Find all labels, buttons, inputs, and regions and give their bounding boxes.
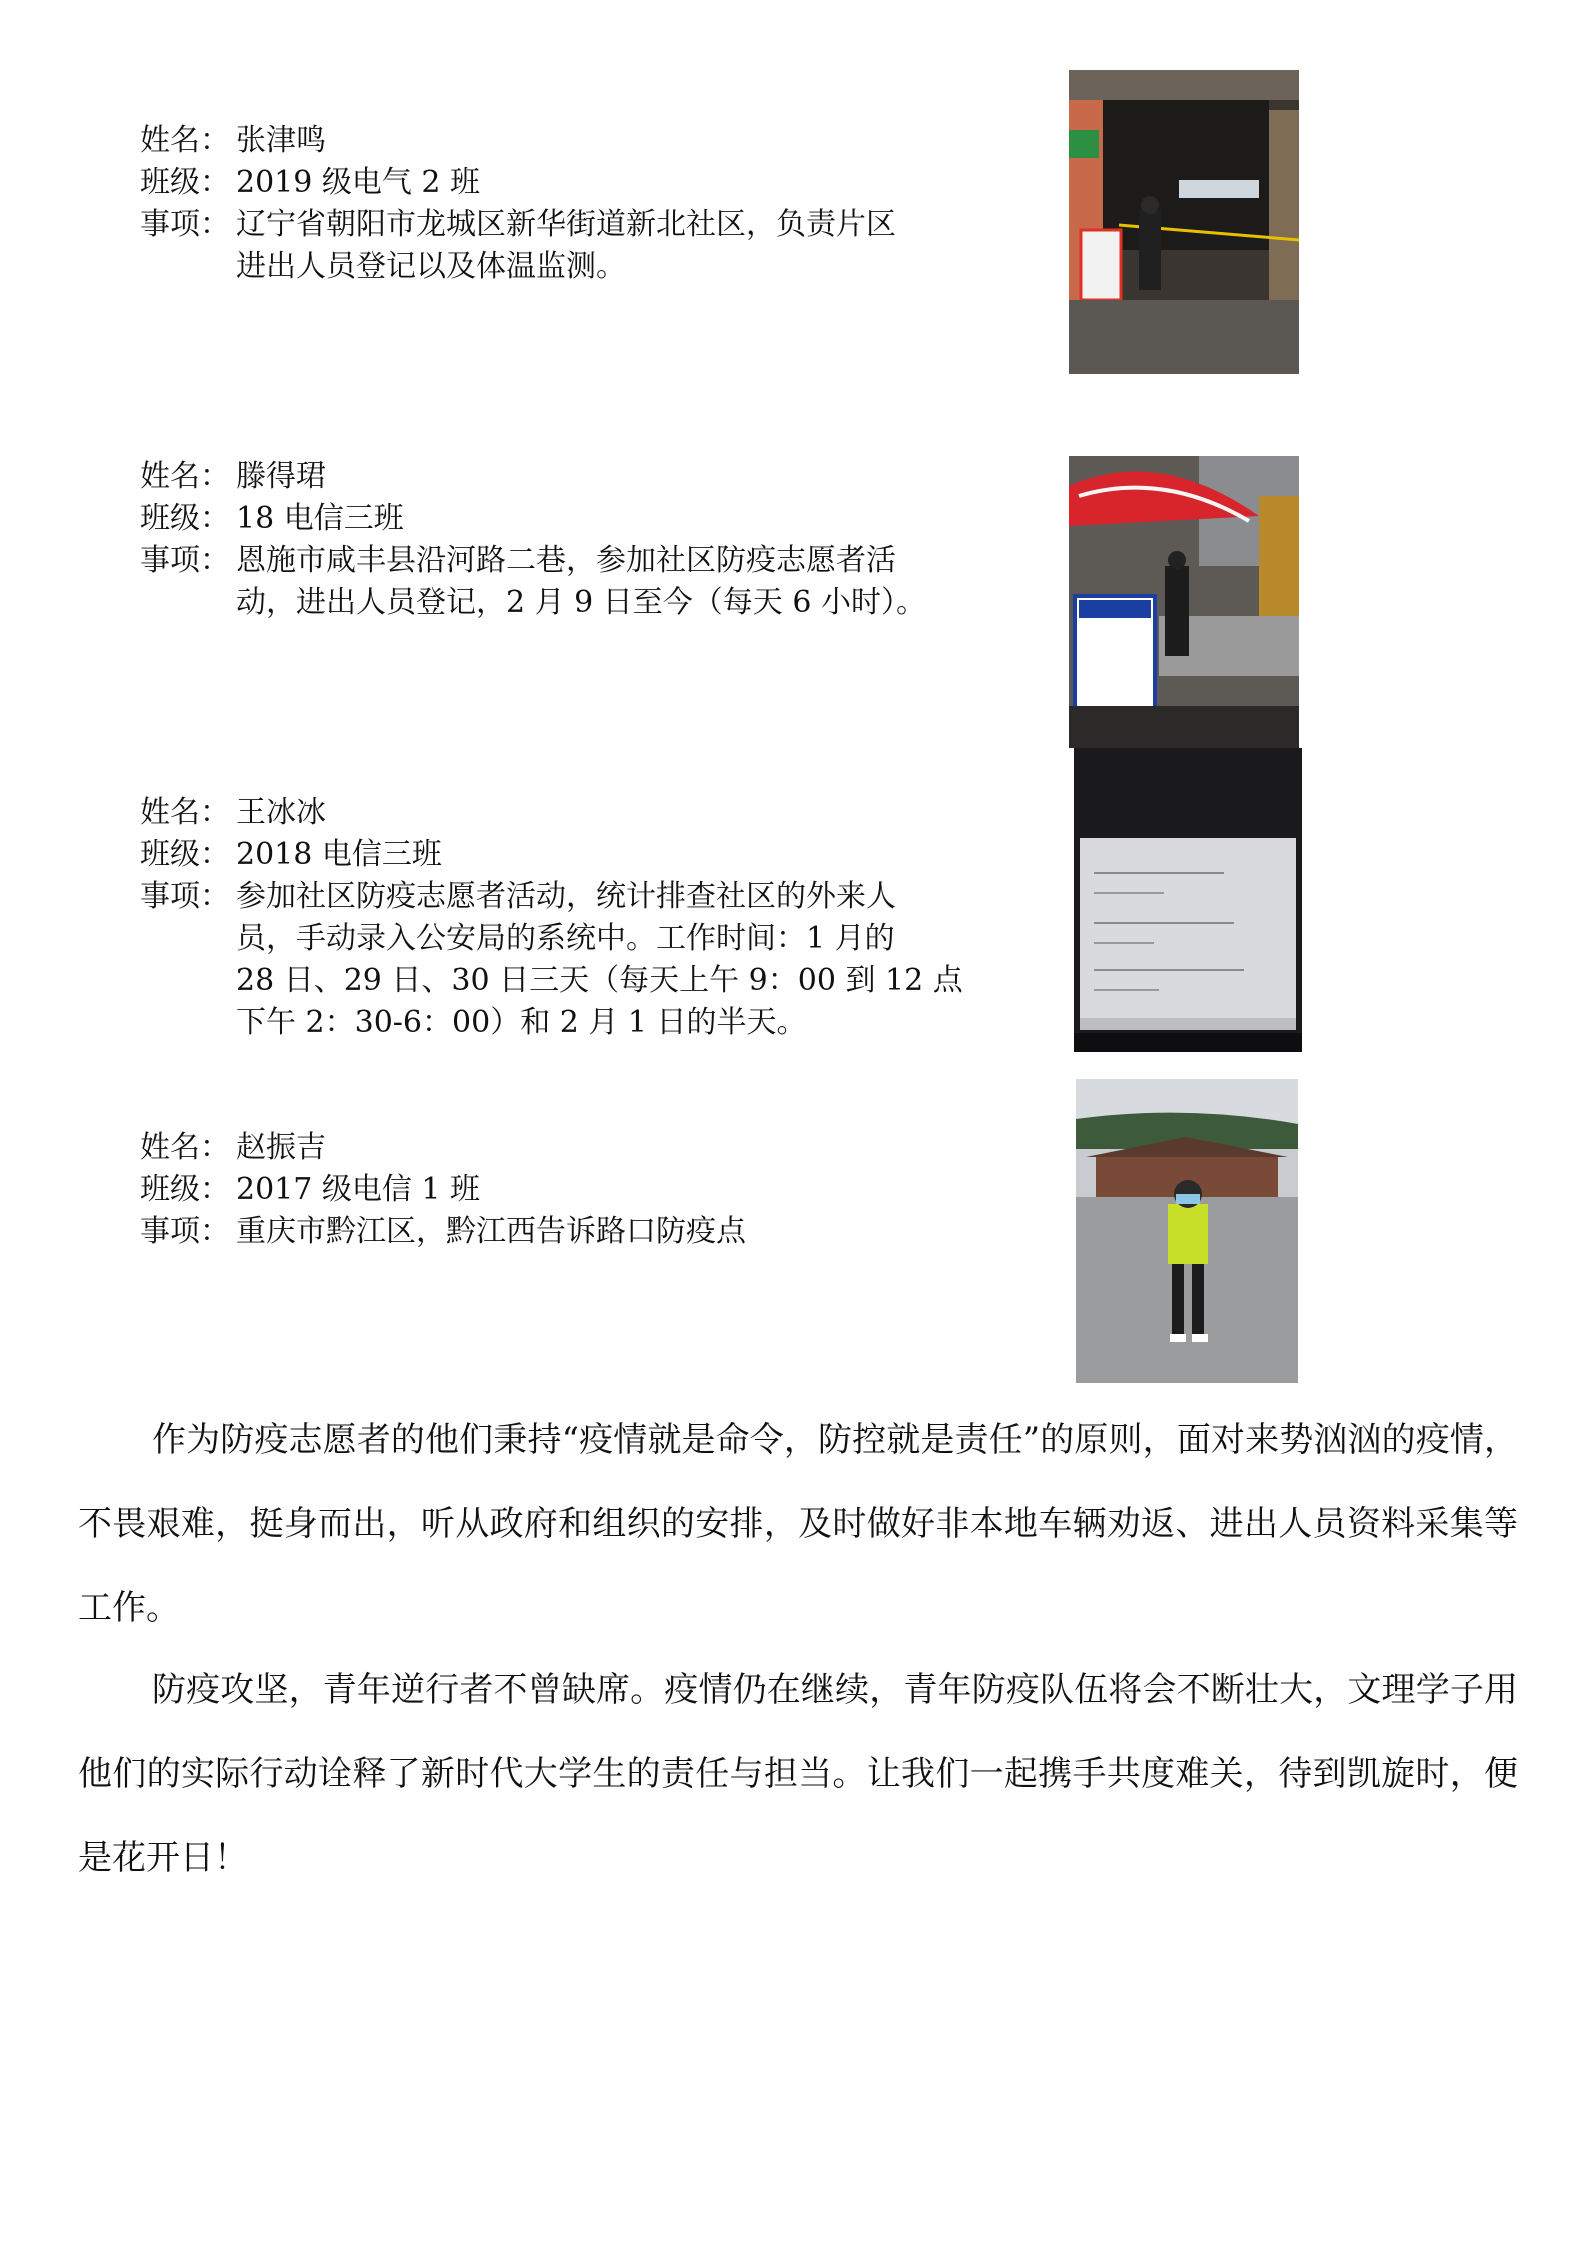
name-label: 姓名：	[140, 123, 230, 158]
class-label: 班级：	[140, 501, 230, 536]
volunteer-name: 滕得珺	[236, 459, 326, 494]
item-label: 事项：	[140, 1214, 230, 1249]
volunteer-class: 18 电信三班	[236, 501, 404, 536]
volunteer-class: 2017 级电信 1 班	[236, 1172, 481, 1207]
name-label: 姓名：	[140, 459, 230, 494]
name-label: 姓名：	[140, 1130, 230, 1165]
class-label: 班级：	[140, 837, 230, 872]
volunteer-entry-1	[140, 120, 1096, 288]
volunteer-class: 2018 电信三班	[236, 837, 442, 872]
volunteer-photo-2	[1069, 456, 1299, 748]
volunteer-item: 恩施市咸丰县沿河路二巷，参加社区防疫志愿者活 动，进出人员登记，2 月 9 日至今（每天 6 小时）。	[236, 543, 926, 620]
item-label: 事项：	[140, 879, 230, 914]
volunteer-entry-3	[140, 792, 1096, 1044]
volunteer-item: 参加社区防疫志愿者活动，统计排查社区的外来人 员，手动录入公安局的系统中。工作时间：1 月的 28 日、29 日、30 日三天（每天上午 9：00 到 12 点 下午 2：30-6：00）和 2 月 1 日的半天。	[236, 879, 963, 1040]
volunteer-entry-2	[140, 456, 1096, 624]
volunteer-photo-1	[1069, 70, 1299, 374]
class-label: 班级：	[140, 165, 230, 200]
volunteer-photo-4	[1076, 1079, 1298, 1383]
volunteer-name: 王冰冰	[236, 795, 326, 830]
volunteer-class: 2019 级电气 2 班	[236, 165, 481, 200]
name-label: 姓名：	[140, 795, 230, 830]
volunteer-entry-4	[140, 1127, 1096, 1253]
volunteer-name: 赵振吉	[236, 1130, 326, 1165]
item-label: 事项：	[140, 207, 230, 242]
volunteer-item: 辽宁省朝阳市龙城区新华街道新北社区，负责片区 进出人员登记以及体温监测。	[236, 207, 896, 284]
volunteer-photo-3	[1074, 748, 1302, 1052]
volunteer-item: 重庆市黔江区，黔江西告诉路口防疫点	[236, 1214, 746, 1249]
item-label: 事项：	[140, 543, 230, 578]
body-paragraph-2: 防疫攻坚，青年逆行者不曾缺席。疫情仍在继续，青年防疫队伍将会不断壮大，文理学子用他们的实际行动诠释了新时代大学生的责任与担当。让我们一起携手共度难关，待到凯旋时，便是花开日！	[78, 1670, 1518, 1878]
body-paragraph-1: 作为防疫志愿者的他们秉持“疫情就是命令，防控就是责任”的原则，面对来势汹汹的疫情，不畏艰难，挺身而出，听从政府和组织的安排，及时做好非本地车辆劝返、进出人员资料采集等工作。	[78, 1420, 1518, 1628]
class-label: 班级：	[140, 1172, 230, 1207]
volunteer-name: 张津鸣	[236, 123, 326, 158]
